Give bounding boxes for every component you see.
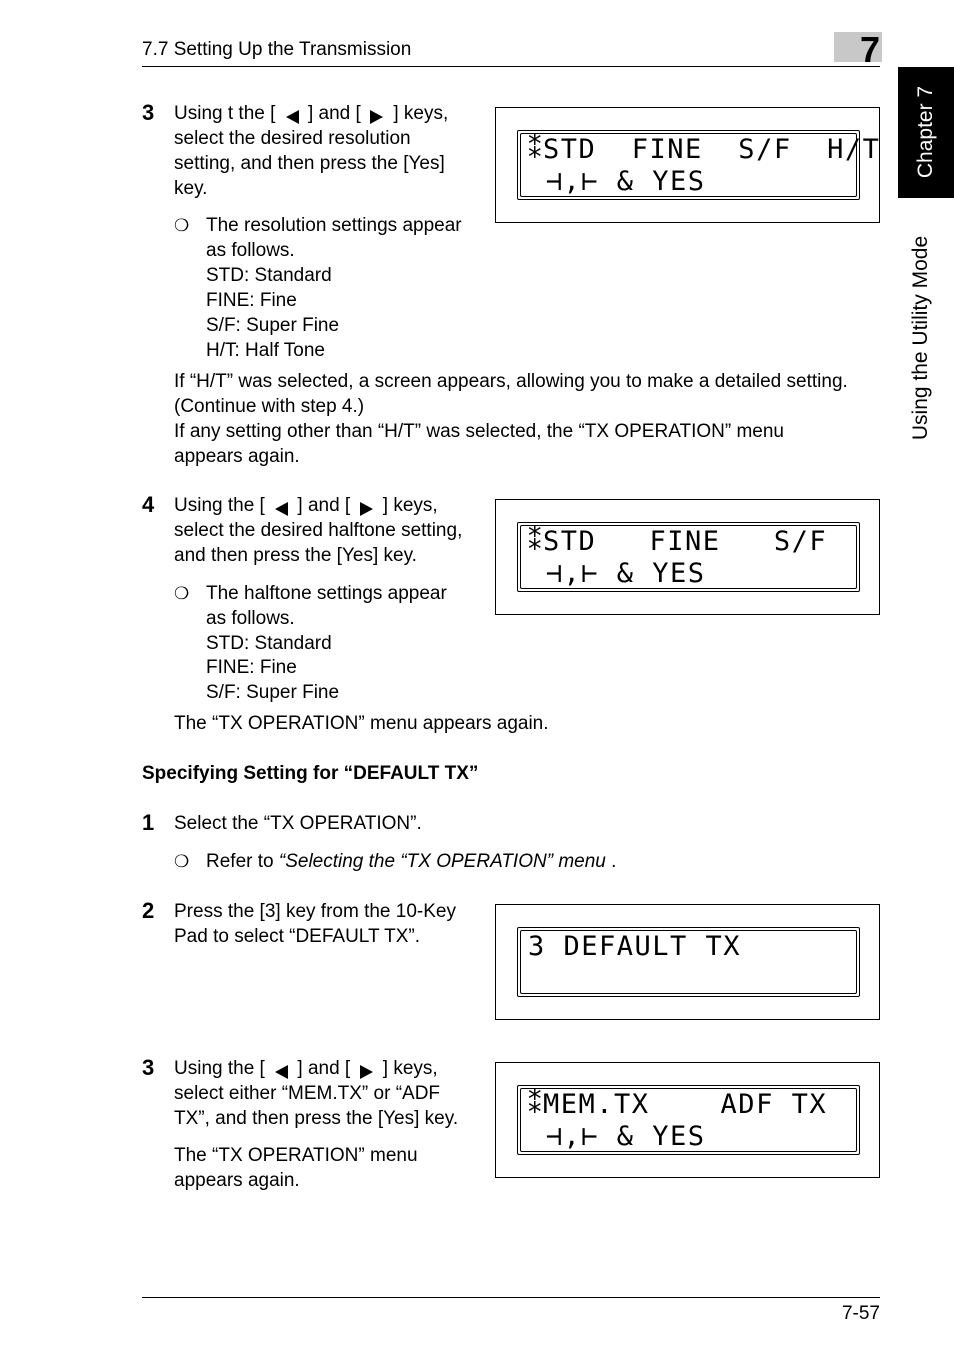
lcd-panel [495,904,880,1020]
lcd-panel [495,1062,880,1178]
lcd-line-1: ⁑STD FINE S/F [528,526,828,557]
section-side-label: Using the Utility Mode [909,235,932,441]
step-text-fragment: ] and [ [307,103,361,124]
left-arrow-icon [285,109,299,125]
note-bullet-icon: ❍ [174,216,190,235]
step-text-fragment: ] keys, [382,495,438,516]
step-text-fragment: ] keys, [393,103,449,124]
step-text-line: Pad to select “DEFAULT TX”. [174,926,421,947]
step-text-fragment: ] and [ [297,495,351,516]
chapter-number: 7 [859,29,880,70]
note-line: The halftone settings appear [206,583,447,604]
note-line: H/T: Half Tone [206,340,325,361]
note-line: S/F: Super Fine [206,315,340,336]
left-arrow-icon [274,1064,288,1080]
followup-line: The “TX OPERATION” menu [174,1145,418,1166]
reference-prefix: Refer to [206,851,279,872]
reference-suffix: . [605,851,617,872]
step-number: 2 [142,898,155,923]
note-line: FINE: Fine [206,657,297,678]
followup-line: appears again. [174,446,300,467]
step-text-fragment: Using t the [ [174,103,276,124]
lcd-screen [517,130,881,200]
lcd-panel [495,499,880,615]
lcd-screen [517,522,860,592]
lcd-line-1: ⁑STD FINE S/F H/T [528,134,881,165]
right-arrow-icon [370,109,384,125]
step-text-line: select the desired halftone setting, [174,520,463,541]
step-text-line: select the desired resolution [174,128,411,149]
followup-line: If any setting other than “H/T” was selected, the “TX OPERATION” menu [174,421,784,442]
lcd-screen [517,1085,860,1155]
right-arrow-icon [360,501,374,517]
step-text-fragment: ] keys, [382,1058,438,1079]
lcd-line-2: ⊣,⊢ & YES [528,166,706,197]
note-line [206,849,616,874]
step-text-line [174,1056,438,1081]
step-number: 3 [142,1055,155,1080]
note-line: as follows. [206,240,295,261]
chapter-tab-label: Chapter 7 [914,85,937,179]
note-bullet-icon: ❍ [174,584,190,603]
lcd-line-2: ⊣,⊢ & YES [528,558,706,589]
step-text-line: setting, and then press the [Yes] [174,153,445,174]
step-text-line: TX”, and then press the [Yes] key. [174,1108,459,1129]
page-number: 7-57 [841,1303,880,1324]
note-line: S/F: Super Fine [206,682,340,703]
chapter-tab [898,67,954,198]
step-text-fragment: Using the [ [174,1058,265,1079]
step-text-line [174,493,438,518]
followup-line: If “H/T” was selected, a screen appears, allowing you to make a detailed setting. [174,371,848,392]
header-rule [142,66,880,67]
step-text-fragment: Using the [ [174,495,265,516]
note-line: as follows. [206,608,295,629]
right-arrow-icon [360,1064,374,1080]
step-text-fragment: ] and [ [297,1058,351,1079]
lcd-line-1: ⁑MEM.TX ADF TX [528,1089,828,1120]
lcd-panel [495,107,880,223]
step-text-line: key. [174,178,208,199]
followup-line: The “TX OPERATION” menu appears again. [174,713,549,734]
step-text-line [174,101,448,126]
subsection-heading: Specifying Setting for “DEFAULT TX” [142,763,479,784]
footer-rule [142,1297,880,1298]
left-arrow-icon [274,501,288,517]
step-text-line: Press the [3] key from the 10-Key [174,901,456,922]
step-text-line: select either “MEM.TX” or “ADF [174,1083,441,1104]
step-text-line: Select the “TX OPERATION”. [174,813,422,834]
header-section-title: 7.7 Setting Up the Transmission [142,39,412,60]
step-text-line: and then press the [Yes] key. [174,545,417,566]
reference-link[interactable]: “Selecting the “TX OPERATION” menu [278,851,606,872]
note-line: STD: Standard [206,633,332,654]
step-number: 3 [142,100,155,125]
note-line: FINE: Fine [206,290,297,311]
followup-line: appears again. [174,1170,300,1191]
step-number: 4 [142,492,155,517]
lcd-line-1: 3 DEFAULT TX [528,931,742,962]
step-number: 1 [142,810,155,835]
note-bullet-icon: ❍ [174,852,190,871]
lcd-screen [517,927,860,997]
followup-line: (Continue with step 4.) [174,396,365,417]
lcd-line-2: ⊣,⊢ & YES [528,1121,706,1152]
note-line: The resolution settings appear [206,215,462,236]
note-line: STD: Standard [206,265,332,286]
chapter-number-box [834,29,882,70]
